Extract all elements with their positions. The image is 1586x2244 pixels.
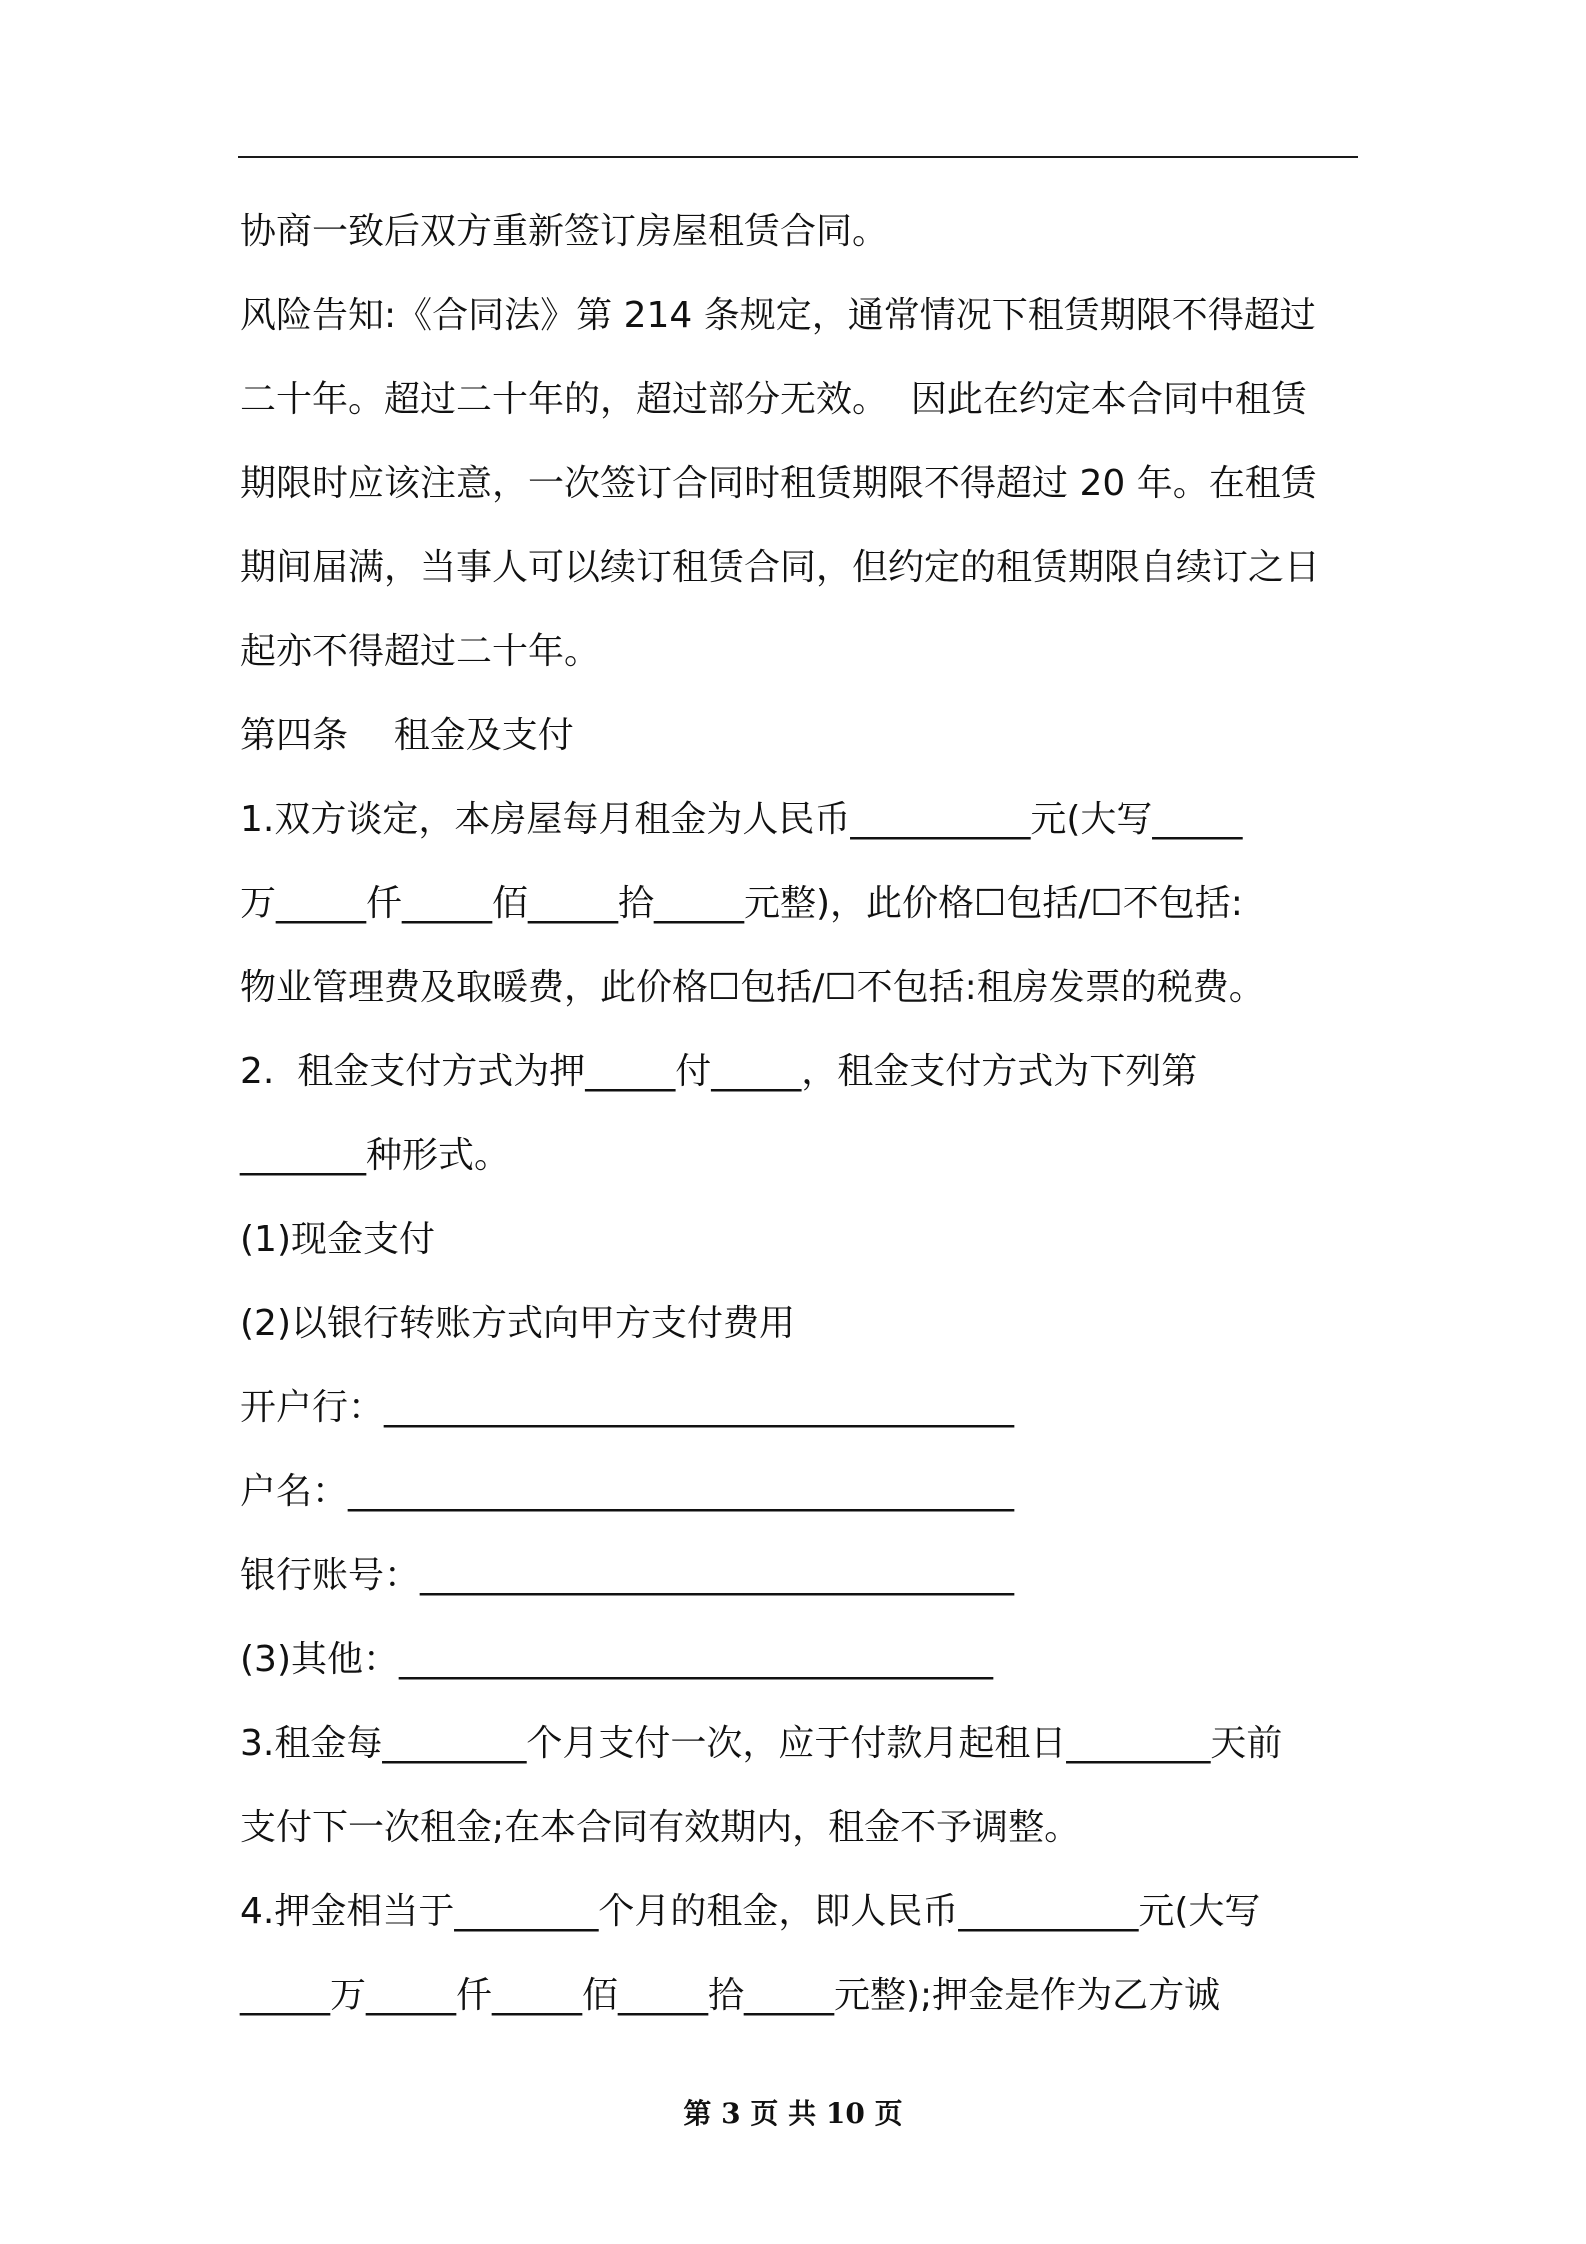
body-line: 2. 租金支付方式为押_____付_____，租金支付方式为下列第 (240, 1051, 1198, 1092)
body-line: 风险告知:《合同法》第 214 条规定，通常情况下租赁期限不得超过 (240, 295, 1316, 336)
body-line: 3.租金每________个月支付一次，应于付款月起租日________天前 (240, 1723, 1283, 1764)
header-rule (238, 156, 1358, 158)
form-line: 户名：_____________________________________ (240, 1471, 1015, 1512)
body-line: 协商一致后双方重新签订房屋租赁合同。 (240, 211, 889, 252)
list-item: (2)以银行转账方式向甲方支付费用 (240, 1303, 795, 1344)
body-line: 4.押金相当于________个月的租金，即人民币__________元(大写 (240, 1891, 1261, 1932)
body-line: 物业管理费及取暖费，此价格☐包括/☐不包括:租房发票的税费。 (240, 967, 1265, 1008)
body-line: 支付下一次租金;在本合同有效期内，租金不予调整。 (240, 1807, 1081, 1848)
list-item: (3)其他：_________________________________ (240, 1639, 993, 1680)
form-line: 开户行：___________________________________ (240, 1387, 1015, 1428)
page-number: 第 3 页 共 10 页 (683, 2097, 903, 2130)
body-line: 1.双方谈定，本房屋每月租金为人民币__________元(大写_____ (240, 799, 1243, 840)
body-line: 万_____仟_____佰_____拾_____元整)，此价格☐包括/☐不包括: (240, 883, 1243, 924)
section-heading: 第四条 租金及支付 (240, 715, 574, 756)
body-line: 二十年。超过二十年的，超过部分无效。 因此在约定本合同中租赁 (240, 379, 1307, 420)
body-line: 起亦不得超过二十年。 (240, 631, 601, 672)
body-line: _____万_____仟_____佰_____拾_____元整);押金是作为乙方诚 (240, 1975, 1221, 2016)
form-line: 银行账号：_________________________________ (240, 1555, 1015, 1596)
body-line: _______种形式。 (240, 1135, 511, 1176)
body-line: 期间届满，当事人可以续订租赁合同，但约定的租赁期限自续订之日 (240, 547, 1321, 588)
body-line: 期限时应该注意，一次签订合同时租赁期限不得超过 20 年。在租赁 (240, 463, 1317, 504)
document-body (240, 190, 1360, 2038)
list-item: (1)现金支付 (240, 1219, 435, 1260)
